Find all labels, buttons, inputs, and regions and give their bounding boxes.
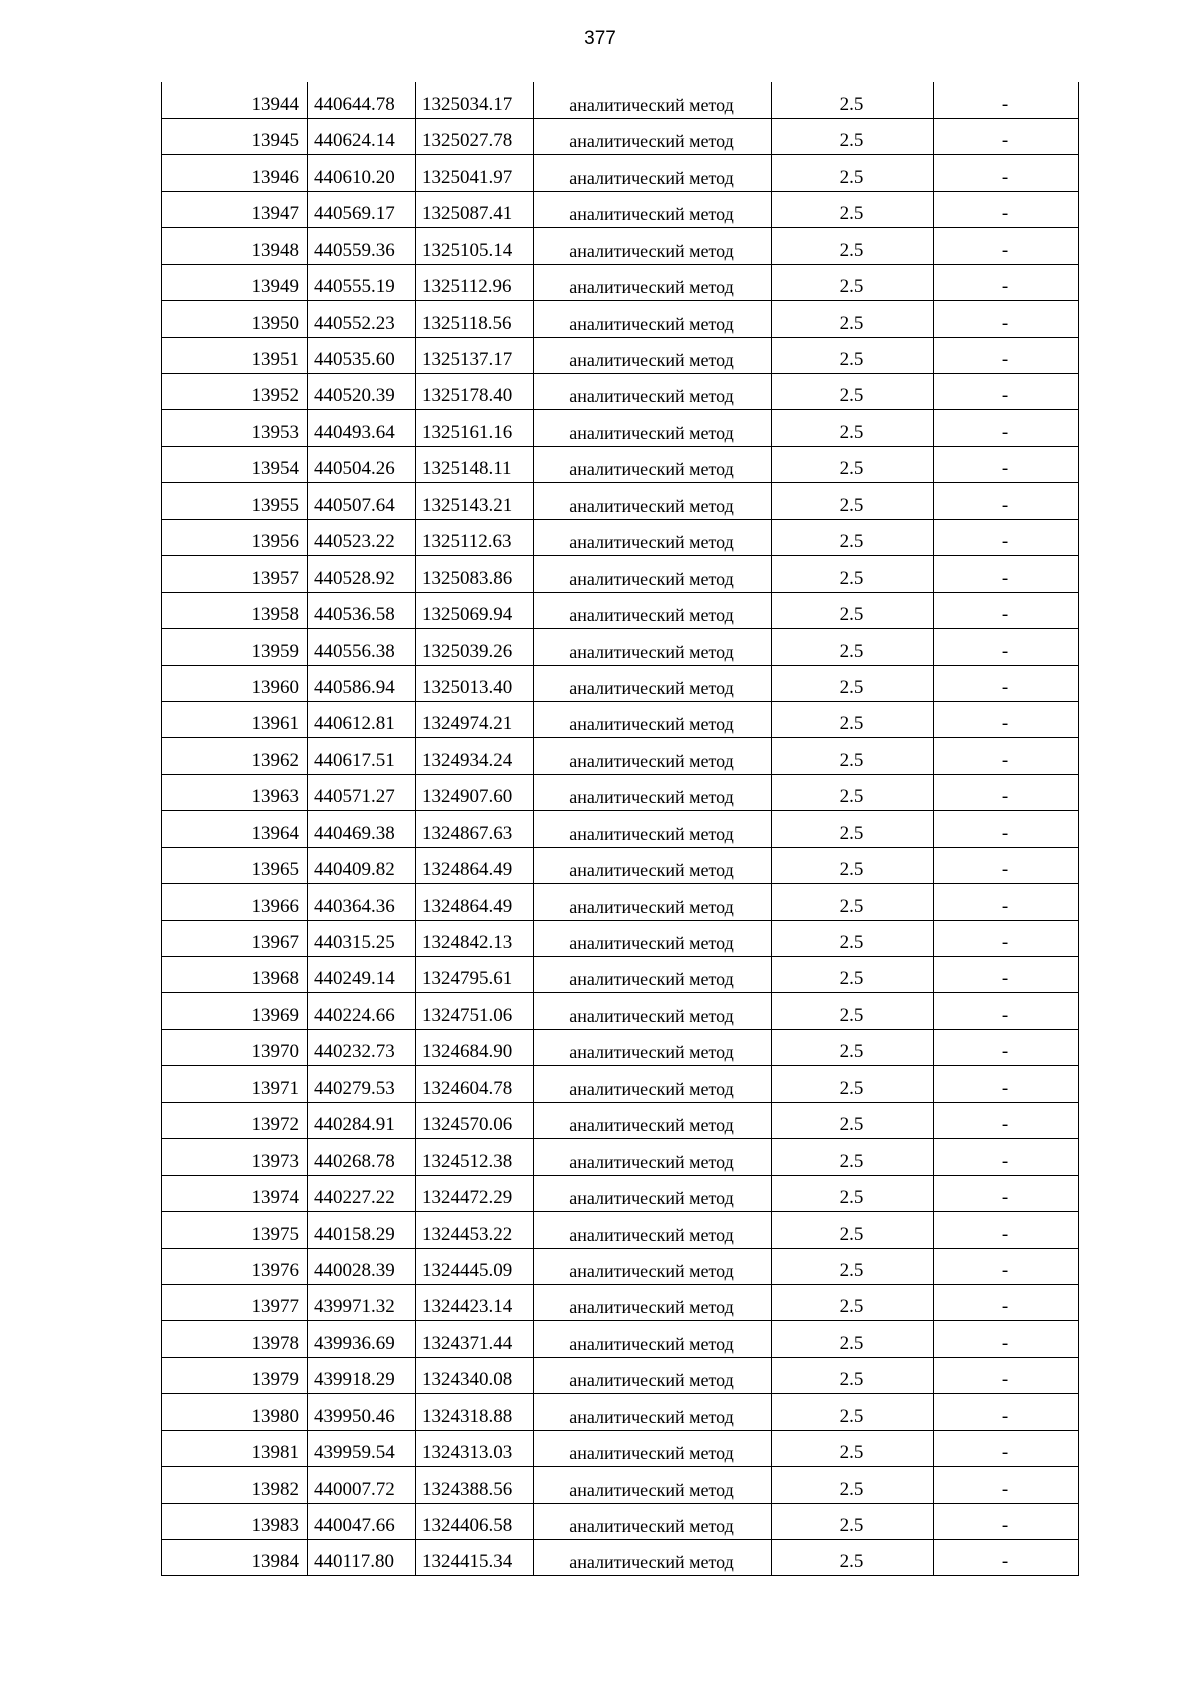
note-cell: - bbox=[934, 1430, 1079, 1466]
point-number-cell: 13973 bbox=[162, 1139, 308, 1175]
y-coordinate-cell: 1324512.38 bbox=[416, 1139, 534, 1175]
table-row bbox=[162, 665, 1079, 701]
accuracy-cell: 2.5 bbox=[772, 1212, 934, 1248]
x-coordinate-cell: 440571.27 bbox=[308, 774, 416, 810]
point-number-cell: 13976 bbox=[162, 1248, 308, 1284]
x-coordinate-cell: 440007.72 bbox=[308, 1467, 416, 1503]
y-coordinate-cell: 1324864.49 bbox=[416, 884, 534, 920]
point-number-cell: 13984 bbox=[162, 1540, 308, 1576]
method-cell: аналитический метод bbox=[534, 920, 772, 956]
y-coordinate-cell: 1324934.24 bbox=[416, 738, 534, 774]
point-number-cell: 13955 bbox=[162, 483, 308, 519]
x-coordinate-cell: 440504.26 bbox=[308, 446, 416, 482]
method-cell: аналитический метод bbox=[534, 957, 772, 993]
table-row bbox=[162, 957, 1079, 993]
y-coordinate-cell: 1325143.21 bbox=[416, 483, 534, 519]
x-coordinate-cell: 440528.92 bbox=[308, 556, 416, 592]
table-row bbox=[162, 1430, 1079, 1466]
method-cell: аналитический метод bbox=[534, 264, 772, 300]
y-coordinate-cell: 1325041.97 bbox=[416, 155, 534, 191]
y-coordinate-cell: 1325039.26 bbox=[416, 629, 534, 665]
accuracy-cell: 2.5 bbox=[772, 920, 934, 956]
x-coordinate-cell: 440556.38 bbox=[308, 629, 416, 665]
note-cell: - bbox=[934, 191, 1079, 227]
accuracy-cell: 2.5 bbox=[772, 301, 934, 337]
method-cell: аналитический метод bbox=[534, 738, 772, 774]
y-coordinate-cell: 1324318.88 bbox=[416, 1394, 534, 1430]
note-cell: - bbox=[934, 1394, 1079, 1430]
x-coordinate-cell: 440552.23 bbox=[308, 301, 416, 337]
method-cell: аналитический метод bbox=[534, 191, 772, 227]
point-number-cell: 13961 bbox=[162, 701, 308, 737]
method-cell: аналитический метод bbox=[534, 556, 772, 592]
x-coordinate-cell: 440224.66 bbox=[308, 993, 416, 1029]
y-coordinate-cell: 1324472.29 bbox=[416, 1175, 534, 1211]
y-coordinate-cell: 1325034.17 bbox=[416, 82, 534, 118]
method-cell: аналитический метод bbox=[534, 847, 772, 883]
y-coordinate-cell: 1324864.49 bbox=[416, 847, 534, 883]
point-number-cell: 13946 bbox=[162, 155, 308, 191]
accuracy-cell: 2.5 bbox=[772, 1029, 934, 1065]
point-number-cell: 13968 bbox=[162, 957, 308, 993]
x-coordinate-cell: 440232.73 bbox=[308, 1029, 416, 1065]
note-cell: - bbox=[934, 155, 1079, 191]
point-number-cell: 13978 bbox=[162, 1321, 308, 1357]
method-cell: аналитический метод bbox=[534, 1503, 772, 1539]
x-coordinate-cell: 440493.64 bbox=[308, 410, 416, 446]
method-cell: аналитический метод bbox=[534, 629, 772, 665]
accuracy-cell: 2.5 bbox=[772, 1394, 934, 1430]
table-row bbox=[162, 1321, 1079, 1357]
accuracy-cell: 2.5 bbox=[772, 738, 934, 774]
table-row bbox=[162, 1540, 1079, 1576]
accuracy-cell: 2.5 bbox=[772, 155, 934, 191]
note-cell: - bbox=[934, 374, 1079, 410]
point-number-cell: 13965 bbox=[162, 847, 308, 883]
point-number-cell: 13966 bbox=[162, 884, 308, 920]
y-coordinate-cell: 1324795.61 bbox=[416, 957, 534, 993]
note-cell: - bbox=[934, 446, 1079, 482]
y-coordinate-cell: 1324388.56 bbox=[416, 1467, 534, 1503]
table-row bbox=[162, 1066, 1079, 1102]
x-coordinate-cell: 440279.53 bbox=[308, 1066, 416, 1102]
point-number-cell: 13964 bbox=[162, 811, 308, 847]
point-number-cell: 13977 bbox=[162, 1284, 308, 1320]
method-cell: аналитический метод bbox=[534, 446, 772, 482]
accuracy-cell: 2.5 bbox=[772, 1066, 934, 1102]
method-cell: аналитический метод bbox=[534, 811, 772, 847]
x-coordinate-cell: 440315.25 bbox=[308, 920, 416, 956]
y-coordinate-cell: 1325112.63 bbox=[416, 519, 534, 555]
table-row bbox=[162, 1357, 1079, 1393]
table-row bbox=[162, 920, 1079, 956]
method-cell: аналитический метод bbox=[534, 1139, 772, 1175]
point-number-cell: 13982 bbox=[162, 1467, 308, 1503]
accuracy-cell: 2.5 bbox=[772, 118, 934, 154]
point-number-cell: 13979 bbox=[162, 1357, 308, 1393]
accuracy-cell: 2.5 bbox=[772, 957, 934, 993]
y-coordinate-cell: 1324371.44 bbox=[416, 1321, 534, 1357]
x-coordinate-cell: 440117.80 bbox=[308, 1540, 416, 1576]
x-coordinate-cell: 440555.19 bbox=[308, 264, 416, 300]
accuracy-cell: 2.5 bbox=[772, 1503, 934, 1539]
table-row bbox=[162, 155, 1079, 191]
note-cell: - bbox=[934, 1357, 1079, 1393]
y-coordinate-cell: 1325118.56 bbox=[416, 301, 534, 337]
method-cell: аналитический метод bbox=[534, 155, 772, 191]
note-cell: - bbox=[934, 847, 1079, 883]
note-cell: - bbox=[934, 665, 1079, 701]
x-coordinate-cell: 439959.54 bbox=[308, 1430, 416, 1466]
note-cell: - bbox=[934, 228, 1079, 264]
x-coordinate-cell: 439971.32 bbox=[308, 1284, 416, 1320]
x-coordinate-cell: 440586.94 bbox=[308, 665, 416, 701]
point-number-cell: 13948 bbox=[162, 228, 308, 264]
x-coordinate-cell: 440227.22 bbox=[308, 1175, 416, 1211]
accuracy-cell: 2.5 bbox=[772, 1540, 934, 1576]
method-cell: аналитический метод bbox=[534, 410, 772, 446]
x-coordinate-cell: 440249.14 bbox=[308, 957, 416, 993]
accuracy-cell: 2.5 bbox=[772, 337, 934, 373]
point-number-cell: 13954 bbox=[162, 446, 308, 482]
method-cell: аналитический метод bbox=[534, 884, 772, 920]
table-row bbox=[162, 1248, 1079, 1284]
note-cell: - bbox=[934, 82, 1079, 118]
accuracy-cell: 2.5 bbox=[772, 1430, 934, 1466]
point-number-cell: 13960 bbox=[162, 665, 308, 701]
y-coordinate-cell: 1324867.63 bbox=[416, 811, 534, 847]
table-row bbox=[162, 993, 1079, 1029]
point-number-cell: 13950 bbox=[162, 301, 308, 337]
point-number-cell: 13962 bbox=[162, 738, 308, 774]
accuracy-cell: 2.5 bbox=[772, 811, 934, 847]
method-cell: аналитический метод bbox=[534, 592, 772, 628]
note-cell: - bbox=[934, 1212, 1079, 1248]
point-number-cell: 13971 bbox=[162, 1066, 308, 1102]
x-coordinate-cell: 440409.82 bbox=[308, 847, 416, 883]
y-coordinate-cell: 1325027.78 bbox=[416, 118, 534, 154]
point-number-cell: 13970 bbox=[162, 1029, 308, 1065]
point-number-cell: 13957 bbox=[162, 556, 308, 592]
y-coordinate-cell: 1324415.34 bbox=[416, 1540, 534, 1576]
x-coordinate-cell: 440268.78 bbox=[308, 1139, 416, 1175]
y-coordinate-cell: 1324423.14 bbox=[416, 1284, 534, 1320]
accuracy-cell: 2.5 bbox=[772, 1467, 934, 1503]
note-cell: - bbox=[934, 592, 1079, 628]
accuracy-cell: 2.5 bbox=[772, 774, 934, 810]
method-cell: аналитический метод bbox=[534, 118, 772, 154]
x-coordinate-cell: 440569.17 bbox=[308, 191, 416, 227]
table-row bbox=[162, 811, 1079, 847]
y-coordinate-cell: 1325161.16 bbox=[416, 410, 534, 446]
y-coordinate-cell: 1324907.60 bbox=[416, 774, 534, 810]
point-number-cell: 13983 bbox=[162, 1503, 308, 1539]
y-coordinate-cell: 1324842.13 bbox=[416, 920, 534, 956]
note-cell: - bbox=[934, 629, 1079, 665]
note-cell: - bbox=[934, 1248, 1079, 1284]
y-coordinate-cell: 1324684.90 bbox=[416, 1029, 534, 1065]
method-cell: аналитический метод bbox=[534, 519, 772, 555]
method-cell: аналитический метод bbox=[534, 701, 772, 737]
method-cell: аналитический метод bbox=[534, 82, 772, 118]
accuracy-cell: 2.5 bbox=[772, 847, 934, 883]
table-row bbox=[162, 410, 1079, 446]
method-cell: аналитический метод bbox=[534, 337, 772, 373]
accuracy-cell: 2.5 bbox=[772, 1139, 934, 1175]
point-number-cell: 13972 bbox=[162, 1102, 308, 1138]
method-cell: аналитический метод bbox=[534, 1467, 772, 1503]
point-number-cell: 13951 bbox=[162, 337, 308, 373]
note-cell: - bbox=[934, 1284, 1079, 1320]
accuracy-cell: 2.5 bbox=[772, 1357, 934, 1393]
note-cell: - bbox=[934, 301, 1079, 337]
table-row bbox=[162, 1467, 1079, 1503]
method-cell: аналитический метод bbox=[534, 1248, 772, 1284]
method-cell: аналитический метод bbox=[534, 1321, 772, 1357]
accuracy-cell: 2.5 bbox=[772, 993, 934, 1029]
x-coordinate-cell: 440612.81 bbox=[308, 701, 416, 737]
x-coordinate-cell: 440520.39 bbox=[308, 374, 416, 410]
table-row bbox=[162, 701, 1079, 737]
point-number-cell: 13975 bbox=[162, 1212, 308, 1248]
table-row bbox=[162, 264, 1079, 300]
table-row bbox=[162, 191, 1079, 227]
point-number-cell: 13958 bbox=[162, 592, 308, 628]
y-coordinate-cell: 1325112.96 bbox=[416, 264, 534, 300]
y-coordinate-cell: 1325148.11 bbox=[416, 446, 534, 482]
x-coordinate-cell: 440028.39 bbox=[308, 1248, 416, 1284]
method-cell: аналитический метод bbox=[534, 1284, 772, 1320]
table-row bbox=[162, 1175, 1079, 1211]
table-row bbox=[162, 82, 1079, 118]
table-row bbox=[162, 738, 1079, 774]
point-number-cell: 13974 bbox=[162, 1175, 308, 1211]
point-number-cell: 13945 bbox=[162, 118, 308, 154]
y-coordinate-cell: 1324751.06 bbox=[416, 993, 534, 1029]
x-coordinate-cell: 439918.29 bbox=[308, 1357, 416, 1393]
y-coordinate-cell: 1324453.22 bbox=[416, 1212, 534, 1248]
note-cell: - bbox=[934, 774, 1079, 810]
y-coordinate-cell: 1324604.78 bbox=[416, 1066, 534, 1102]
note-cell: - bbox=[934, 337, 1079, 373]
x-coordinate-cell: 439936.69 bbox=[308, 1321, 416, 1357]
y-coordinate-cell: 1324340.08 bbox=[416, 1357, 534, 1393]
point-number-cell: 13952 bbox=[162, 374, 308, 410]
table-row bbox=[162, 228, 1079, 264]
table-row bbox=[162, 847, 1079, 883]
point-number-cell: 13981 bbox=[162, 1430, 308, 1466]
point-number-cell: 13949 bbox=[162, 264, 308, 300]
note-cell: - bbox=[934, 1029, 1079, 1065]
y-coordinate-cell: 1324445.09 bbox=[416, 1248, 534, 1284]
y-coordinate-cell: 1325178.40 bbox=[416, 374, 534, 410]
table-row bbox=[162, 592, 1079, 628]
method-cell: аналитический метод bbox=[534, 228, 772, 264]
note-cell: - bbox=[934, 738, 1079, 774]
point-number-cell: 13956 bbox=[162, 519, 308, 555]
note-cell: - bbox=[934, 1467, 1079, 1503]
note-cell: - bbox=[934, 1139, 1079, 1175]
table-row bbox=[162, 884, 1079, 920]
note-cell: - bbox=[934, 118, 1079, 154]
x-coordinate-cell: 440284.91 bbox=[308, 1102, 416, 1138]
table-row bbox=[162, 629, 1079, 665]
point-number-cell: 13963 bbox=[162, 774, 308, 810]
table-row bbox=[162, 1503, 1079, 1539]
x-coordinate-cell: 440507.64 bbox=[308, 483, 416, 519]
x-coordinate-cell: 439950.46 bbox=[308, 1394, 416, 1430]
y-coordinate-cell: 1325087.41 bbox=[416, 191, 534, 227]
y-coordinate-cell: 1325069.94 bbox=[416, 592, 534, 628]
note-cell: - bbox=[934, 957, 1079, 993]
table-row bbox=[162, 483, 1079, 519]
note-cell: - bbox=[934, 1102, 1079, 1138]
note-cell: - bbox=[934, 1540, 1079, 1576]
method-cell: аналитический метод bbox=[534, 483, 772, 519]
accuracy-cell: 2.5 bbox=[772, 592, 934, 628]
method-cell: аналитический метод bbox=[534, 1430, 772, 1466]
note-cell: - bbox=[934, 884, 1079, 920]
note-cell: - bbox=[934, 264, 1079, 300]
table-row bbox=[162, 337, 1079, 373]
table-row bbox=[162, 1029, 1079, 1065]
accuracy-cell: 2.5 bbox=[772, 82, 934, 118]
method-cell: аналитический метод bbox=[534, 1175, 772, 1211]
method-cell: аналитический метод bbox=[534, 1066, 772, 1102]
note-cell: - bbox=[934, 920, 1079, 956]
table-row bbox=[162, 118, 1079, 154]
accuracy-cell: 2.5 bbox=[772, 483, 934, 519]
table-row bbox=[162, 374, 1079, 410]
note-cell: - bbox=[934, 701, 1079, 737]
accuracy-cell: 2.5 bbox=[772, 629, 934, 665]
page-number: 377 bbox=[584, 28, 616, 49]
method-cell: аналитический метод bbox=[534, 993, 772, 1029]
note-cell: - bbox=[934, 556, 1079, 592]
point-number-cell: 13980 bbox=[162, 1394, 308, 1430]
accuracy-cell: 2.5 bbox=[772, 374, 934, 410]
x-coordinate-cell: 440535.60 bbox=[308, 337, 416, 373]
method-cell: аналитический метод bbox=[534, 1357, 772, 1393]
accuracy-cell: 2.5 bbox=[772, 1102, 934, 1138]
table-row bbox=[162, 1102, 1079, 1138]
x-coordinate-cell: 440610.20 bbox=[308, 155, 416, 191]
x-coordinate-cell: 440523.22 bbox=[308, 519, 416, 555]
accuracy-cell: 2.5 bbox=[772, 1284, 934, 1320]
table-row bbox=[162, 301, 1079, 337]
method-cell: аналитический метод bbox=[534, 1102, 772, 1138]
note-cell: - bbox=[934, 811, 1079, 847]
note-cell: - bbox=[934, 1066, 1079, 1102]
table-row bbox=[162, 519, 1079, 555]
accuracy-cell: 2.5 bbox=[772, 665, 934, 701]
accuracy-cell: 2.5 bbox=[772, 264, 934, 300]
table-row bbox=[162, 446, 1079, 482]
note-cell: - bbox=[934, 1321, 1079, 1357]
table-row bbox=[162, 556, 1079, 592]
method-cell: аналитический метод bbox=[534, 774, 772, 810]
y-coordinate-cell: 1324406.58 bbox=[416, 1503, 534, 1539]
method-cell: аналитический метод bbox=[534, 1394, 772, 1430]
point-number-cell: 13944 bbox=[162, 82, 308, 118]
note-cell: - bbox=[934, 1503, 1079, 1539]
x-coordinate-cell: 440047.66 bbox=[308, 1503, 416, 1539]
method-cell: аналитический метод bbox=[534, 1540, 772, 1576]
point-number-cell: 13959 bbox=[162, 629, 308, 665]
accuracy-cell: 2.5 bbox=[772, 191, 934, 227]
table-row bbox=[162, 1394, 1079, 1430]
x-coordinate-cell: 440469.38 bbox=[308, 811, 416, 847]
x-coordinate-cell: 440559.36 bbox=[308, 228, 416, 264]
method-cell: аналитический метод bbox=[534, 1212, 772, 1248]
y-coordinate-cell: 1324974.21 bbox=[416, 701, 534, 737]
accuracy-cell: 2.5 bbox=[772, 556, 934, 592]
table-row bbox=[162, 774, 1079, 810]
accuracy-cell: 2.5 bbox=[772, 446, 934, 482]
point-number-cell: 13953 bbox=[162, 410, 308, 446]
y-coordinate-cell: 1324313.03 bbox=[416, 1430, 534, 1466]
y-coordinate-cell: 1325105.14 bbox=[416, 228, 534, 264]
note-cell: - bbox=[934, 519, 1079, 555]
accuracy-cell: 2.5 bbox=[772, 701, 934, 737]
y-coordinate-cell: 1325137.17 bbox=[416, 337, 534, 373]
note-cell: - bbox=[934, 410, 1079, 446]
x-coordinate-cell: 440158.29 bbox=[308, 1212, 416, 1248]
accuracy-cell: 2.5 bbox=[772, 410, 934, 446]
y-coordinate-cell: 1325083.86 bbox=[416, 556, 534, 592]
x-coordinate-cell: 440644.78 bbox=[308, 82, 416, 118]
coordinates-table bbox=[161, 82, 1079, 1576]
point-number-cell: 13969 bbox=[162, 993, 308, 1029]
method-cell: аналитический метод bbox=[534, 1029, 772, 1065]
method-cell: аналитический метод bbox=[534, 374, 772, 410]
note-cell: - bbox=[934, 1175, 1079, 1211]
accuracy-cell: 2.5 bbox=[772, 884, 934, 920]
accuracy-cell: 2.5 bbox=[772, 1175, 934, 1211]
table-row bbox=[162, 1139, 1079, 1175]
point-number-cell: 13947 bbox=[162, 191, 308, 227]
y-coordinate-cell: 1325013.40 bbox=[416, 665, 534, 701]
accuracy-cell: 2.5 bbox=[772, 1248, 934, 1284]
note-cell: - bbox=[934, 483, 1079, 519]
x-coordinate-cell: 440617.51 bbox=[308, 738, 416, 774]
point-number-cell: 13967 bbox=[162, 920, 308, 956]
accuracy-cell: 2.5 bbox=[772, 228, 934, 264]
accuracy-cell: 2.5 bbox=[772, 1321, 934, 1357]
x-coordinate-cell: 440364.36 bbox=[308, 884, 416, 920]
x-coordinate-cell: 440624.14 bbox=[308, 118, 416, 154]
method-cell: аналитический метод bbox=[534, 665, 772, 701]
table-body bbox=[162, 82, 1079, 1576]
x-coordinate-cell: 440536.58 bbox=[308, 592, 416, 628]
note-cell: - bbox=[934, 993, 1079, 1029]
method-cell: аналитический метод bbox=[534, 301, 772, 337]
y-coordinate-cell: 1324570.06 bbox=[416, 1102, 534, 1138]
table-row bbox=[162, 1212, 1079, 1248]
accuracy-cell: 2.5 bbox=[772, 519, 934, 555]
table-row bbox=[162, 1284, 1079, 1320]
